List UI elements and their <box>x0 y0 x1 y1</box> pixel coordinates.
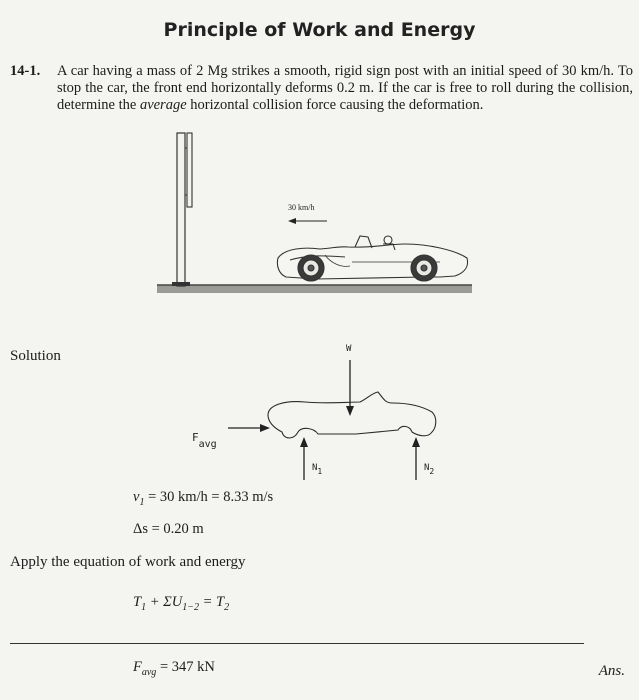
initial-velocity-equation <box>133 489 273 508</box>
car-illustration <box>277 236 467 281</box>
eq-t1: T <box>133 594 142 610</box>
divider-line <box>10 643 584 644</box>
problem-figure <box>157 133 472 293</box>
apply-statement: Apply the equation of work and energy <box>10 554 246 570</box>
ground-hatch <box>157 285 472 293</box>
v1-rest: = 30 km/h = 8.33 m/s <box>144 489 274 505</box>
solution-label: Solution <box>10 348 61 364</box>
eq-t1-sub: 1 <box>141 601 147 613</box>
force-label <box>192 431 217 450</box>
sign-post <box>172 133 192 286</box>
normal-force-2-label <box>424 463 434 476</box>
weight-arrow <box>346 360 354 416</box>
eq-t2-sub: 2 <box>224 601 230 613</box>
collision-force-arrow <box>228 424 270 432</box>
eq-sum-work: + ΣU <box>146 594 183 610</box>
page-title: Principle of Work and Energy <box>163 19 476 41</box>
v1-var: v <box>133 489 140 505</box>
n2-main: N <box>424 463 430 473</box>
force-label-sub: avg <box>198 439 217 450</box>
displacement-equation: Δs = 0.20 m <box>133 521 204 537</box>
n2-sub: 2 <box>429 467 435 476</box>
velocity-arrow <box>288 218 327 224</box>
speed-label: 30 km/h <box>288 203 315 212</box>
problem-text-emphasis: average <box>139 97 187 113</box>
weight-label: W <box>346 344 352 354</box>
eq-t2: = T <box>198 594 225 610</box>
force-label-main: F <box>192 431 199 444</box>
v1-sub: 1 <box>139 496 145 508</box>
problem-number: 14-1. <box>10 63 41 79</box>
problem-text-pre: A car having a mass of 2 Mg strikes a smooth, rigid sign post with an initial speed of 30 km/h. To stop the car, the front end horizontally deforms 0.2 m. If the car is free to roll during the collision, determine the <box>57 63 633 113</box>
fbd-car-outline <box>268 392 436 438</box>
eq-u-sub: 1−2 <box>182 601 199 613</box>
n1-main: N <box>312 463 318 473</box>
result-equation <box>133 659 215 678</box>
normal-force-1-arrow <box>300 437 308 480</box>
free-body-diagram <box>192 344 436 480</box>
n1-sub: 1 <box>317 467 323 476</box>
result-var: F <box>133 659 142 675</box>
problem-text-post: horizontal collision force causing the deformation. <box>186 97 484 113</box>
normal-force-1-label <box>312 463 322 476</box>
result-value: = 347 kN <box>156 659 215 675</box>
work-energy-equation <box>133 594 229 613</box>
answer-label: Ans. <box>598 663 625 679</box>
normal-force-2-arrow <box>412 437 420 480</box>
result-sub: avg <box>141 666 157 678</box>
